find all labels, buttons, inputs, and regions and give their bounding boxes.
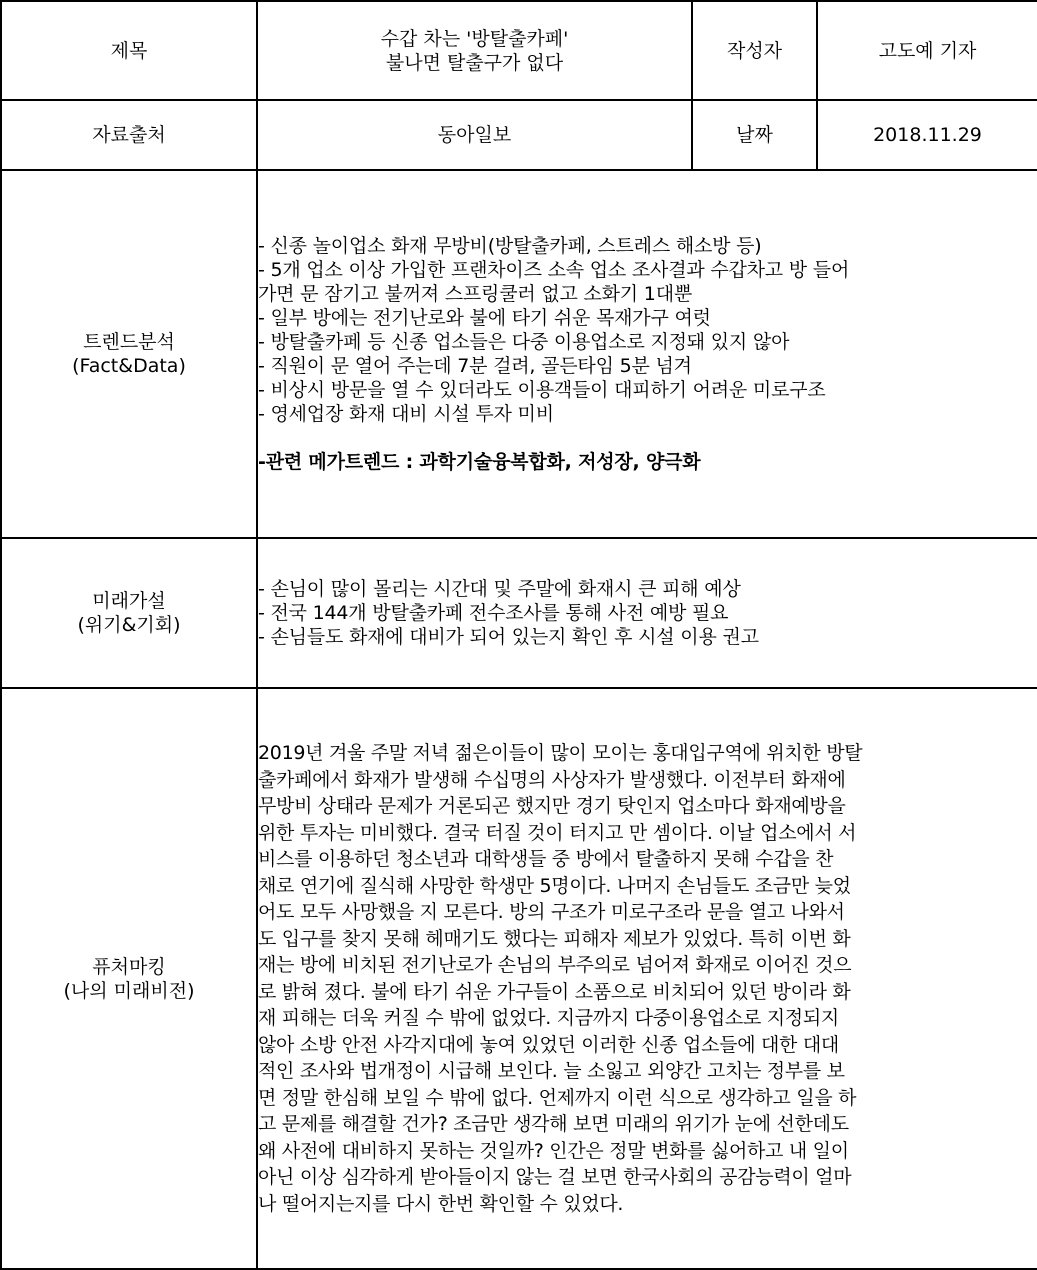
marking-line: 면 정말 한심해 보일 수 밖에 없다. 언제까지 이런 식으로 생각하고 일을 하 — [258, 1086, 857, 1109]
trend-label — [1, 170, 257, 538]
marking-label-title: 퓨처마킹 — [92, 955, 166, 978]
marking-label — [1, 688, 257, 1269]
date-label: 날짜 — [692, 100, 817, 170]
marking-line: 비스를 이용하던 청소년과 대학생들 중 방에서 탈출하지 못해 수갑을 찬 — [258, 848, 834, 870]
marking-line: 2019년 겨울 주말 저녁 젊은이들이 많이 모이는 홍대입구역에 위치한 방탈 — [258, 742, 863, 764]
marking-line: 도 입구를 찾지 못해 헤매기도 했다는 피해자 제보가 있었다. 특히 이번 화 — [258, 927, 851, 950]
megatrend-line: -관련 메가트렌드 : 과학기술융복합화, 저성장, 양극화 — [258, 451, 701, 473]
marking-line: 로 밝혀 졌다. 불에 타기 쉬운 가구들이 소품으로 비치되어 있던 방이라 화 — [258, 980, 851, 1003]
trend-line: - 방탈출카페 등 신종 업소들은 다중 이용업소로 지정돼 있지 않아 — [258, 331, 790, 353]
marking-line: 아닌 이상 심각하게 받아들이지 않는 걸 보면 한국사회의 공감능력이 얼마 — [258, 1166, 852, 1188]
marking-line: 적인 조사와 법개정이 시급해 보인다. 늘 소잃고 외양간 고치는 정부를 보 — [258, 1060, 845, 1082]
source-value: 동아일보 — [257, 100, 692, 170]
future-line: - 전국 144개 방탈출카페 전수조사를 통해 사전 예방 필요 — [258, 602, 729, 624]
marking-line: 않아 소방 안전 사각지대에 놓여 있었던 이러한 신종 업소들에 대한 대대 — [258, 1033, 839, 1056]
trend-line: - 신종 놀이업소 화재 무방비(방탈출카페, 스트레스 해소방 등) — [258, 235, 762, 257]
source-row — [1, 100, 1037, 170]
trend-line: - 직원이 문 열어 주는데 7분 걸려, 골든타임 5분 넘겨 — [258, 355, 692, 377]
author-value: 고도예 기자 — [817, 1, 1037, 100]
future-label-title: 미래가설 — [92, 590, 166, 612]
article-title-line-2: 불나면 탈출구가 없다 — [385, 51, 564, 74]
future-row — [1, 538, 1037, 688]
title-row — [1, 1, 1037, 100]
marking-line: 나 떨어지는지를 다시 한번 확인할 수 있었다. — [258, 1192, 624, 1215]
trend-line: - 영세업장 화재 대비 시설 투자 미비 — [258, 403, 554, 425]
marking-line: 고 문제를 해결할 건가? 조금만 생각해 보면 미래의 위기가 눈에 선한데도 — [258, 1113, 849, 1135]
marking-content — [257, 688, 1037, 1269]
marking-line: 어도 모두 사망했을 지 모른다. 방의 구조가 미로구조라 문을 열고 나와서 — [258, 901, 845, 923]
trend-line: - 비상시 방문을 열 수 있더라도 이용객들이 대피하기 어려운 미로구조 — [258, 379, 826, 401]
future-content — [257, 538, 1037, 688]
marking-line: 출카페에서 화재가 발생해 수십명의 사상자가 발생했다. 이전부터 화재에 — [258, 768, 846, 791]
trend-label-title: 트렌드분석 — [83, 331, 175, 353]
marking-label-subtitle: (나의 미래비전) — [63, 979, 195, 1002]
marking-line: 재는 방에 비치된 전기난로가 손님의 부주의로 넘어져 화재로 이어진 것으 — [258, 954, 852, 976]
source-label: 자료출처 — [1, 100, 257, 170]
marking-line: 왜 사전에 대비하지 못하는 것일까? 인간은 정말 변화를 싫어하고 내 일이 — [258, 1139, 849, 1162]
marking-line: 무방비 상태라 문제가 거론되곤 했지만 경기 탓인지 업소마다 화재예방을 — [258, 795, 846, 817]
marking-line: 위한 투자는 미비했다. 결국 터질 것이 터지고 만 셈이다. 이날 업소에서 서 — [258, 821, 857, 844]
spacer — [258, 426, 1037, 450]
article-title-line-1: 수갑 차는 '방탈출카페' — [380, 27, 569, 50]
future-label-subtitle: (위기&기회) — [77, 614, 181, 636]
title-label: 제목 — [1, 1, 257, 100]
future-line: - 손님들도 화재에 대비가 되어 있는지 확인 후 시설 이용 권고 — [258, 626, 759, 648]
trend-line: - 일부 방에는 전기난로와 불에 타기 쉬운 목재가구 여럿 — [258, 307, 711, 329]
trend-row — [1, 170, 1037, 538]
trend-line: - 5개 업소 이상 가입한 프랜차이즈 소속 업소 조사결과 수갑차고 방 들어 — [258, 259, 850, 281]
marking-line: 채로 연기에 질식해 사망한 학생만 5명이다. 나머지 손님들도 조금만 늦었 — [258, 874, 851, 897]
article-title — [257, 1, 692, 100]
trend-label-subtitle: (Fact&Data) — [72, 355, 186, 377]
marking-line: 재 피해는 더욱 커질 수 밖에 없었다. 지금까지 다중이용업소로 지정되지 — [258, 1007, 839, 1029]
marking-row — [1, 688, 1037, 1269]
author-label: 작성자 — [692, 1, 817, 100]
trend-content — [257, 170, 1037, 538]
future-line: - 손님이 많이 몰리는 시간대 및 주말에 화재시 큰 피해 예상 — [258, 578, 741, 600]
trend-line: 가면 문 잠기고 불꺼져 스프링쿨러 없고 소화기 1대뿐 — [258, 283, 693, 305]
date-value: 2018.11.29 — [817, 100, 1037, 170]
future-label — [1, 538, 257, 688]
marking-paragraph — [258, 740, 1037, 1217]
